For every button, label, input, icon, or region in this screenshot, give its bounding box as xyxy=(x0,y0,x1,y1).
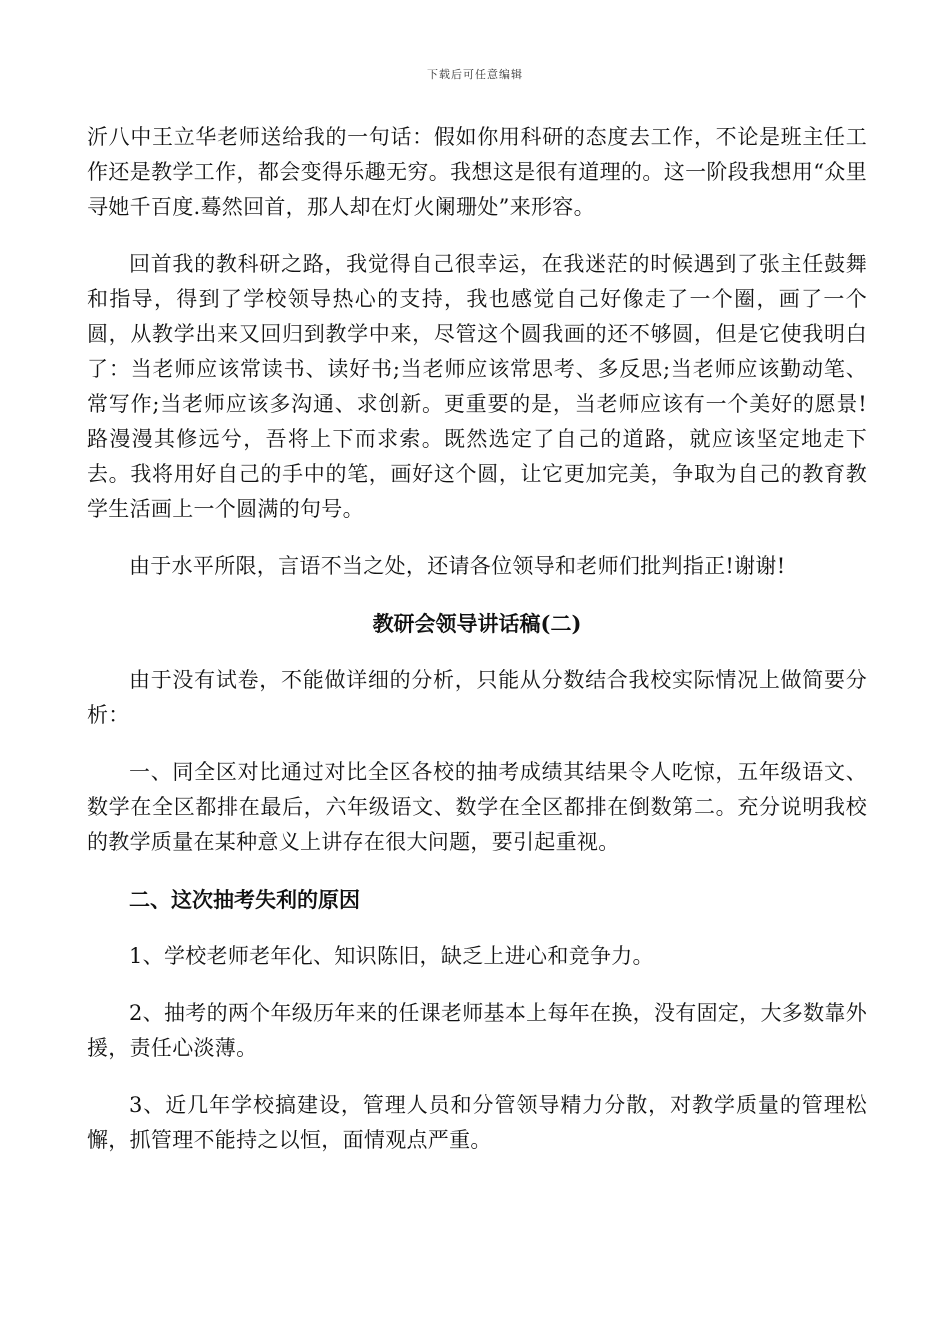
paragraph-research-path: 回首我的教科研之路，我觉得自己很幸运，在我迷茫的时候遇到了张主任鼓舞和指导，得到了学校领导热心的支持，我也感觉自己好像走了一个圈，画了一个圆，从教学出来又回归到教学中来，尽管这个圆我画的还不够圆，但是它使我明白了：当老师应该常读书、读好书;当老师应该常思考、多反思;当老师应该勤动笔、常写作;当老师应该多沟通、求创新。更重要的是，当老师应该有一个美好的愿景!路漫漫其修远兮，吾将上下而求索。既然选定了自己的道路，就应该坚定地走下去。我将用好自己的手中的笔，画好这个圆，让它更加完美，争取为自己的教育教学生活画上一个圆满的句号。 xyxy=(87,252,867,521)
reason-item: 3、近几年学校搞建设，管理人员和分管领导精力分散，对教学质量的管理松懈，抓管理不能持之以恒，面情观点严重。 xyxy=(87,1093,867,1152)
paragraph-analysis-intro: 由于没有试卷，不能做详细的分析，只能从分数结合我校实际情况上做简要分析： xyxy=(87,668,867,727)
subheading-reasons: 二、这次抽考失利的原因 xyxy=(129,887,360,912)
header-note: 下载后可任意编辑 xyxy=(427,68,523,81)
document-body xyxy=(87,120,867,1180)
reason-item: 1、学校老师老年化、知识陈旧，缺乏上进心和竞争力。 xyxy=(129,944,654,968)
paragraph-closing-thanks: 由于水平所限，言语不当之处，还请各位领导和老师们批判指正!谢谢! xyxy=(129,554,786,578)
reason-item: 2、抽考的两个年级历年来的任课老师基本上每年在换，没有固定，大多数靠外援，责任心淡薄。 xyxy=(87,1001,867,1060)
paragraph-district-comparison: 一、同全区对比通过对比全区各校的抽考成绩其结果令人吃惊，五年级语文、数学在全区都排在最后，六年级语文、数学在全区都排在倒数第二。充分说明我校的教学质量在某种意义上讲存在很大问题，要引起重视。 xyxy=(87,760,867,854)
paragraph-wang-lihua-quote: 沂八中王立华老师送给我的一句话：假如你用科研的态度去工作，不论是班主任工作还是教学工作，都会变得乐趣无穷。我想这是很有道理的。这一阶段我想用“众里寻她千百度.蓦然回首，那人却在灯火阑珊处”来形容。 xyxy=(87,125,867,219)
section-title: 教研会领导讲话稿(二) xyxy=(372,611,582,636)
